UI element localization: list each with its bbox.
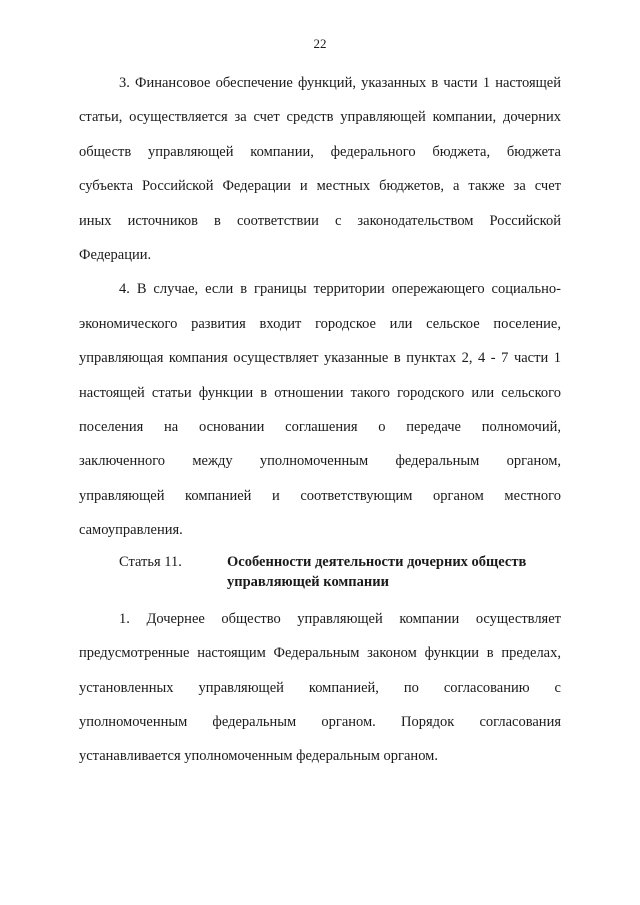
text-line: Федерации. bbox=[79, 247, 152, 264]
text-line: экономического развития входит городское или сельское поселение, bbox=[79, 315, 561, 332]
text-line: 1. Дочернее общество управляющей компании осуществляет bbox=[119, 610, 561, 627]
text-line: обществ управляющей компании, федерального бюджета, бюджета bbox=[79, 143, 561, 160]
article-title-line: Особенности деятельности дочерних обществ bbox=[227, 553, 527, 570]
paragraph-article-11-1 bbox=[79, 602, 561, 774]
text-line: заключенного между уполномоченным федеральным органом, bbox=[79, 453, 561, 470]
text-line: субъекта Российской Федерации и местных бюджетов, а также за счет bbox=[79, 178, 561, 195]
text-line: 4. В случае, если в границы территории опережающего социально- bbox=[119, 281, 561, 298]
text-line: установленных управляющей компанией, по согласованию с bbox=[79, 679, 561, 696]
paragraph-4 bbox=[79, 272, 561, 547]
text-line: поселения на основании соглашения о передаче полномочий, bbox=[79, 419, 561, 436]
paragraph-3 bbox=[79, 66, 561, 272]
text-line: устанавливается уполномоченным федеральным органом. bbox=[79, 748, 438, 765]
text-line: 3. Финансовое обеспечение функций, указанных в части 1 настоящей bbox=[119, 75, 561, 91]
article-title bbox=[227, 552, 561, 592]
page-number: 22 bbox=[313, 36, 327, 51]
text-line: иных источников в соответствии с законодательством Российской bbox=[79, 212, 561, 229]
article-label: Статья 11. bbox=[119, 553, 182, 570]
document-body bbox=[79, 66, 561, 774]
article-title-line: управляющей компании bbox=[227, 573, 389, 590]
text-line: статьи, осуществляется за счет средств управляющей компании, дочерних bbox=[79, 109, 561, 126]
text-line: предусмотренные настоящим Федеральным законом функции в пределах, bbox=[79, 645, 561, 662]
article-heading bbox=[79, 552, 561, 592]
text-line: уполномоченным федеральным органом. Порядок согласования bbox=[79, 713, 561, 730]
text-line: настоящей статьи функции в отношении такого городского или сельского bbox=[79, 384, 561, 401]
text-line: самоуправления. bbox=[79, 522, 183, 539]
text-line: управляющая компания осуществляет указанные в пунктах 2, 4 - 7 части 1 bbox=[79, 350, 561, 367]
text-line: управляющей компанией и соответствующим органом местного bbox=[79, 487, 561, 504]
